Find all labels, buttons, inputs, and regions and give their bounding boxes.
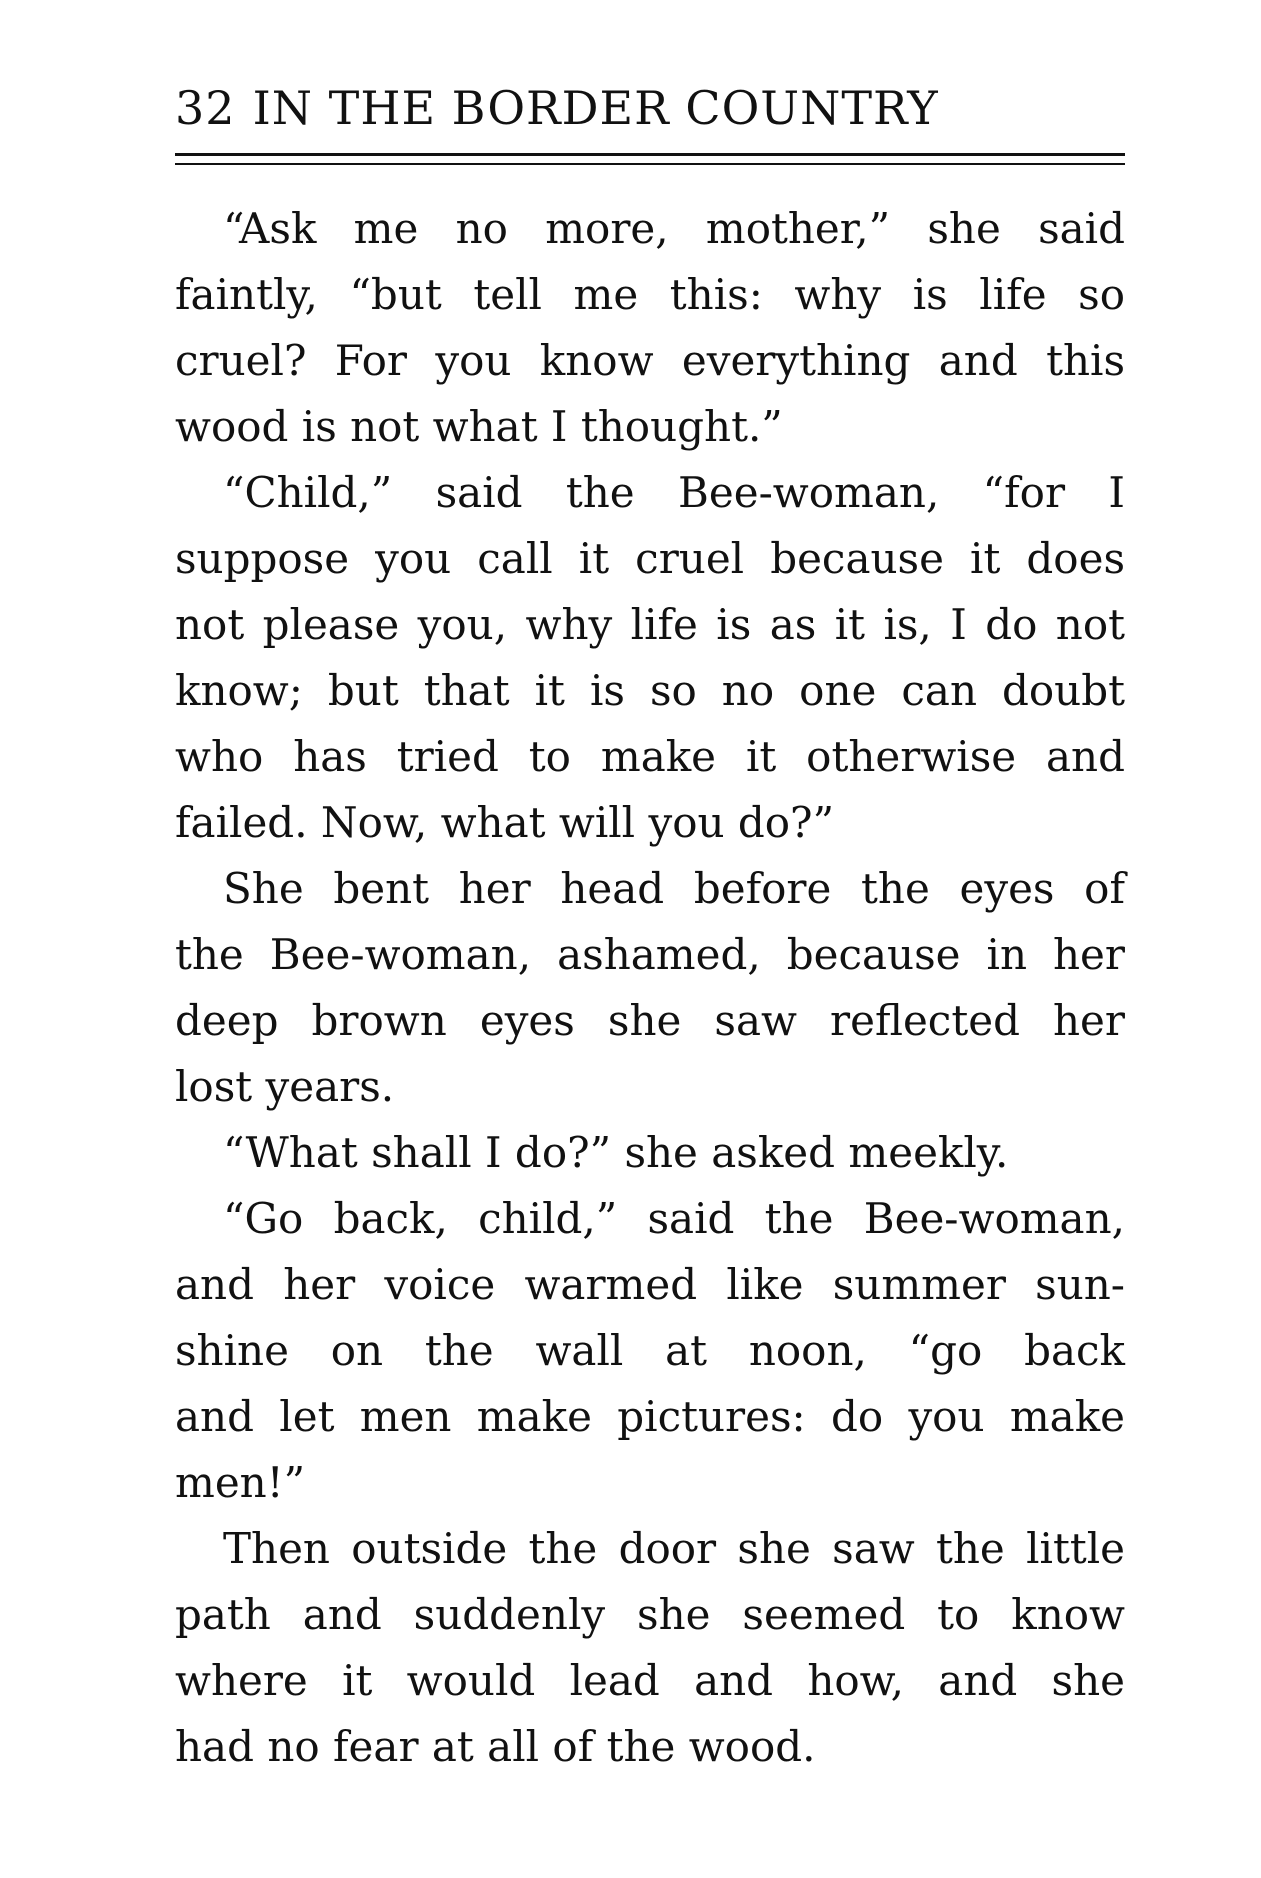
text-line: faintly, “but tell me this: why is life so bbox=[175, 270, 1125, 319]
text-line: and let men make pictures: do you make bbox=[175, 1392, 1125, 1441]
text-line: had no fear at all of the wood. bbox=[175, 1722, 816, 1771]
text-line: wood is not what I thought.” bbox=[175, 402, 783, 451]
text-line: deep brown eyes she saw reflected her bbox=[175, 996, 1125, 1045]
page-number: 32 bbox=[175, 81, 236, 135]
header-rule-thin bbox=[175, 163, 1125, 165]
text-line: the Bee-woman, ashamed, because in her bbox=[175, 930, 1125, 979]
text-line: Then outside the door she saw the little bbox=[223, 1524, 1125, 1573]
text-line: “What shall I do?” she asked meekly. bbox=[223, 1128, 1009, 1177]
running-title: IN THE BORDER COUNTRY bbox=[252, 81, 939, 135]
body-text bbox=[175, 196, 1125, 1780]
paragraph bbox=[175, 1120, 1125, 1186]
text-line: and her voice warmed like summer sun- bbox=[175, 1260, 1125, 1309]
header-rule-thick bbox=[175, 153, 1125, 156]
paragraph bbox=[175, 1516, 1125, 1780]
text-line: “Ask me no more, mother,” she said bbox=[223, 204, 1125, 253]
text-line: failed. Now, what will you do?” bbox=[175, 798, 835, 847]
text-line: lost years. bbox=[175, 1062, 395, 1111]
text-line: She bent her head before the eyes of bbox=[223, 864, 1125, 913]
paragraph bbox=[175, 1186, 1125, 1516]
text-line: where it would lead and how, and she bbox=[175, 1656, 1125, 1705]
text-line: suppose you call it cruel because it does bbox=[175, 534, 1125, 583]
text-line: who has tried to make it otherwise and bbox=[175, 732, 1125, 781]
text-line: shine on the wall at noon, “go back bbox=[175, 1326, 1125, 1375]
running-head bbox=[175, 78, 1125, 138]
paragraph bbox=[175, 856, 1125, 1120]
text-line: not please you, why life is as it is, I do not bbox=[175, 600, 1125, 649]
paragraph bbox=[175, 460, 1125, 856]
text-line: cruel? For you know everything and this bbox=[175, 336, 1125, 385]
text-line: “Go back, child,” said the Bee-woman, bbox=[223, 1194, 1125, 1243]
text-line: know; but that it is so no one can doubt bbox=[175, 666, 1125, 715]
text-line: men!” bbox=[175, 1458, 306, 1507]
text-line: path and suddenly she seemed to know bbox=[175, 1590, 1125, 1639]
text-line: “Child,” said the Bee-woman, “for I bbox=[223, 468, 1125, 517]
paragraph bbox=[175, 196, 1125, 460]
